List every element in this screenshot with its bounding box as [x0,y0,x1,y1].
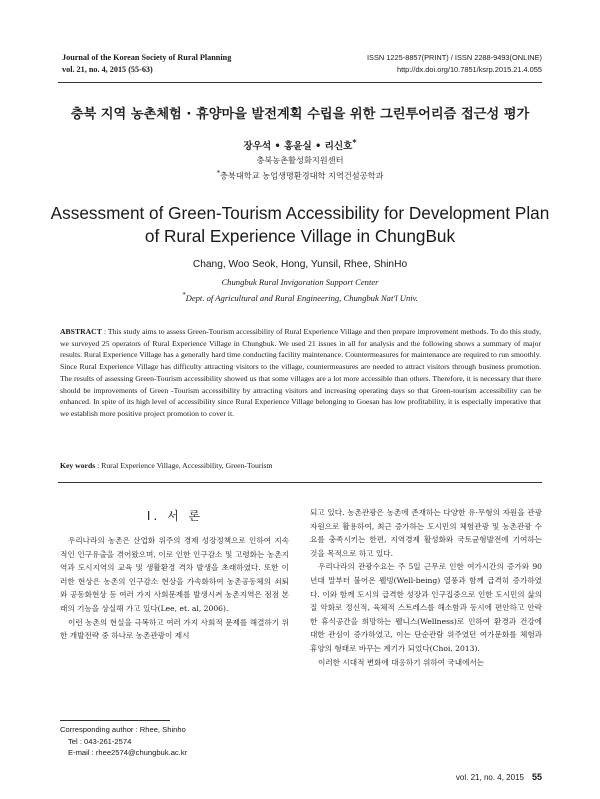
section-title: I. 서 론 [146,509,204,523]
english-title [0,202,600,248]
english-affiliation-1: Chungbuk Rural Invigoration Support Center [221,277,379,287]
keywords-divider [58,482,542,483]
left-column [60,534,289,643]
english-title-line-2: of Rural Experience Village in ChungBuk [144,226,456,246]
journal-issn: ISSN 1225-8857(PRINT) / ISSN 2288-9493(ONLINE) [367,53,542,62]
journal-volume: vol. 21, no. 4, 2015 (55-63) [62,65,153,74]
paragraph: 우리나라의 관광수요는 주 5일 근무로 인한 여가시간의 증가와 90년대 말부터 불어온 웰빙(Well-being) 열풍과 함께 급격히 증가하였다. 이와 함께 도시의 급격한 성장과 인구집중으로 인한 도시민의 삶의 질 악화로 정신적, 육체적 스트레스를 해소함과 동시에 편안하고 안락한 휴식공간을 희망하는 웰니스(Wellness)로 인하여 환경과 건강에 대한 관심이 증가하였고, 이는 단순관람 위주였던 여가문화를 체험과 휴양의 형태로 바꾸는 계기가 되었다(Choi, 2013). [310,562,542,653]
english-affiliation-mark: * [182,291,186,299]
journal-identifiers [367,52,542,76]
header-divider [58,82,542,83]
right-column [310,506,542,669]
footnote-tel: Tel : 043-261-2574 [68,736,132,746]
footer-issue: vol. 21, no. 4, 2015 [455,773,524,782]
journal-doi[interactable]: http://dx.doi.org/10.7851/ksrp.2015.21.4.055 [396,65,542,74]
abstract-text: : This study aims to assess Green-Tourism accessibility of Rural Experience Village and then prepare improvement methods. To do this study, we surveyed 25 operators of Rural Experience Village in Chungbuk. We used 21 issues in all for analysis and the following shows a summary of major results. Rural Experience Village has a generally hard time conducting facility maintenance. Countermeasures for maintenance are required to run smoothly. Since Rural Experience Village has difficulty attracting visitors to the village, countermeasures are needed to attract visitors through business promotion. The results of assessing Green-Tourism accessibility showed us that some villages are a lot more accessible than others. Therefore, it is necessary that there should be improvements of Green -Tourism accessibility by attracting visitors and increasing operating days so that Green-tourism accessibility can be enhanced. In spite of its high level of accessibility since Rural Experience Village belonging to Goesan has low profitability, it is especially imperative that we establish more positive project promotion to cover it. [60,327,541,418]
english-affiliation-2-text: Dept. of Agricultural and Rural Engineering, Chungbuk Nat'l Univ. [185,292,418,303]
english-authors: Chang, Woo Seok, Hong, Yunsil, Rhee, ShinHo [192,259,408,270]
korean-title: 충북 지역 농촌체험 · 휴양마을 발전계획 수립을 위한 그린투어리즘 접근성 평가 [70,107,530,122]
korean-affiliation-2-text: 충북대학교 농업생명환경대학 지역건설공학과 [220,170,384,181]
korean-author-mark: * [352,138,357,147]
abstract-label: ABSTRACT [60,327,102,336]
english-affiliation-2 [0,291,600,303]
footnote-author: Corresponding author : Rhee, Shinho [60,725,186,734]
keywords [60,461,541,470]
paragraph: 이런 농촌의 현실을 극복하고 여러 가지 사회적 문제를 해결하기 위한 개발전략 중 하나로 농촌관광이 제시 [60,617,289,641]
paragraph: 되고 있다. 농촌관광은 농촌에 존재하는 다양한 유·무형의 자원을 관광자원으로 활용하여, 최근 증가하는 도시민의 체험관광 및 농촌관광 수요를 충족시키는 한편, 지역경제 활성화와 국토균형발전에 기여하는 것을 목적으로 하고 있다. [310,508,542,558]
page-number: 55 [531,772,542,782]
footnote-email[interactable]: E-mail : rhee2574@chungbuk.ac.kr [68,748,188,758]
korean-affiliation-2 [0,169,600,182]
footnote-divider [60,720,170,721]
journal-header [62,52,231,76]
paragraph: 이러한 시대적 변화에 대응하기 위하여 국내에서는 [318,657,485,667]
keywords-label: Key words [60,461,96,470]
abstract [60,326,541,420]
korean-author-names: 장우석 • 홍윤실 • 리신호 [243,141,353,153]
korean-affiliation-mark: * [216,169,221,177]
footnote [60,724,187,759]
journal-name: Journal of the Korean Society of Rural Planning [62,53,232,62]
keywords-text: : Rural Experience Village, Accessibility, Green-Tourism [95,461,273,470]
paragraph: 우리나라의 농촌은 산업화 위주의 경제 성장정책으로 인하여 지속적인 인구유출을 겪어왔으며, 이로 인한 인구감소 및 고령화는 농촌지역과 도시지역의 교육 및 생활환경 격차 발생을 초래하였다. 또한 이러한 현상은 농촌의 인구감소 현상을 가속화하여 농촌공동체의 쇠퇴와 공동화현상 등 여러 가지 사회문제를 발생시켜 농촌지역은 점점 본래의 기능을 상실해 가고 있다(Lee, et. al, 2006). [60,536,289,613]
korean-authors [0,138,600,152]
page-footer [456,772,542,782]
korean-affiliation-1: 충북농촌활성화지원센터 [256,155,344,165]
english-title-line-1: Assessment of Green-Tourism Accessibility for Development Plan [50,203,550,223]
